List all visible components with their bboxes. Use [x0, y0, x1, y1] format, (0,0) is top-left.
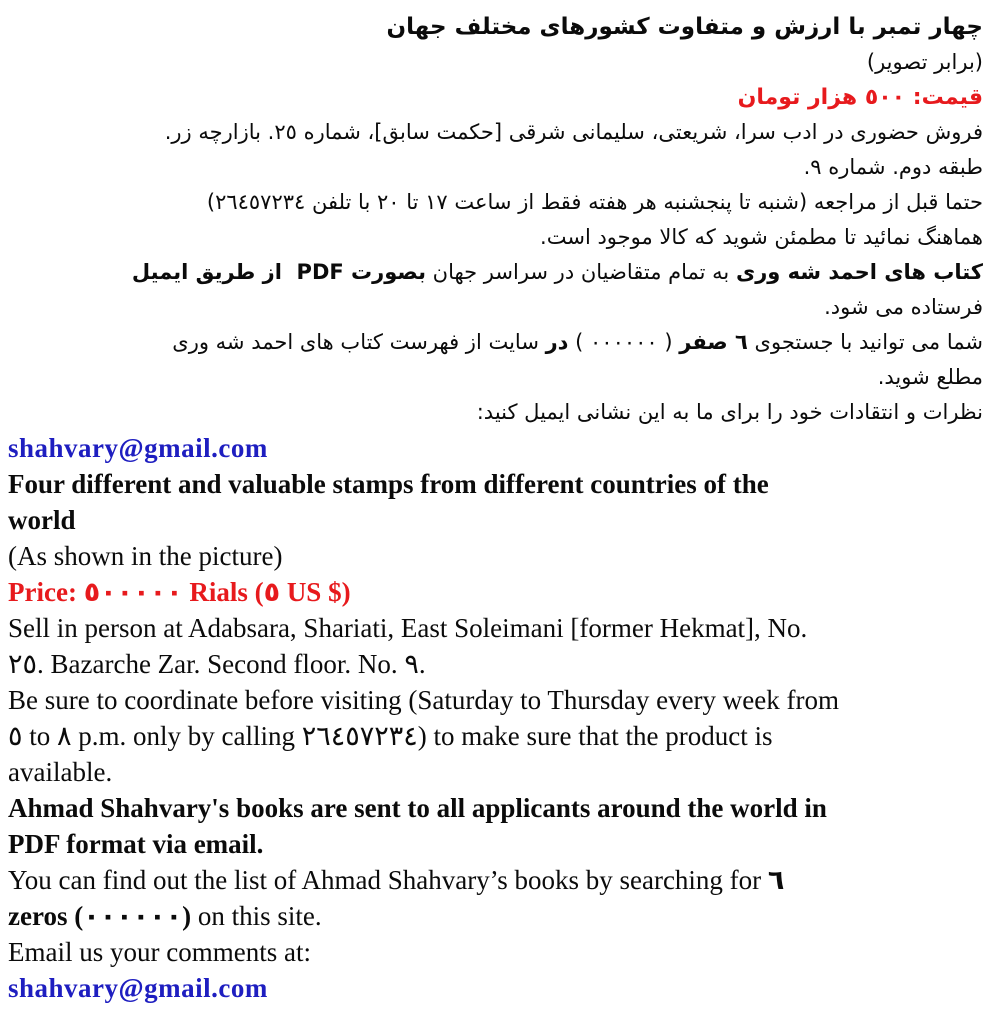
en-books-line-1: Ahmad Shahvary's books are sent to all applicants around the world in [8, 793, 827, 823]
email-link-bottom[interactable]: shahvary@gmail.com [8, 973, 268, 1003]
fa-visit-line-1: حتما قبل از مراجعه (شنبه تا پنجشنبه هر هفته فقط از ساعت ١٧ تا ٢٠ با تلفن ٢٦٤٥٧٢٣٤) [206, 190, 983, 214]
fa-feedback-note: نظرات و انتقادات خود را برای ما به این نشانی ایمیل کنید: [476, 400, 983, 424]
en-search-line-1 [8, 862, 983, 898]
fa-books-line-2: فرستاده می شود. [824, 295, 983, 319]
text-run: به تمام متقاضیان در سراسر جهان [425, 260, 736, 284]
text-run: در [545, 330, 569, 354]
en-search-line-2 [8, 898, 983, 934]
fa-address-line-2: طبقه دوم. شماره ٩. [803, 155, 983, 179]
en-visit-line-2: ٥ to ٨ p.m. only by calling ٢٦٤٥٧٢٣٤) to make sure that the product is [8, 721, 773, 751]
text-run: zeros (٠٠٠٠٠٠) [8, 901, 192, 931]
fa-price: قیمت: ٥٠٠ هزار تومان [737, 85, 983, 110]
text-run: on this site. [191, 901, 322, 931]
fa-title: چهار تمبر با ارزش و متفاوت کشورهای مختلف جهان [386, 14, 983, 40]
en-books-line-2: PDF format via email. [8, 829, 264, 859]
text-run: سایت از فهرست کتاب های احمد شه وری [172, 330, 546, 354]
text-run: ٦ صفر [679, 330, 748, 354]
fa-search-line-2: مطلع شوید. [877, 365, 983, 389]
text-run: ( ٠٠٠٠٠٠ ) [568, 330, 680, 354]
en-feedback-note: Email us your comments at: [8, 937, 311, 967]
email-link-top[interactable]: shahvary@gmail.com [8, 433, 268, 463]
en-title-line-1: Four different and valuable stamps from different countries of the [8, 469, 769, 499]
fa-visit-line-2: هماهنگ نمائید تا مطمئن شوید که کالا موجود است. [540, 225, 983, 249]
text-run: بصورت PDF از طریق ایمیل [131, 260, 426, 284]
en-visit-line-1: Be sure to coordinate before visiting (Saturday to Thursday every week from [8, 685, 840, 715]
text-run: You can find out the list of Ahmad Shahvary’s books by searching for [8, 865, 768, 895]
text-run: ٦ [767, 865, 785, 895]
fa-books-line-1 [8, 255, 983, 290]
en-title-line-2: world [8, 505, 76, 535]
en-address-line-2: ٢٥. Bazarche Zar. Second floor. No. ٩. [8, 649, 426, 679]
text-run: شما می توانید با جستجوی [747, 330, 983, 354]
text-run: کتاب های احمد شه وری [735, 260, 983, 284]
en-visit-line-3: available. [8, 757, 113, 787]
en-price: Price: ٥٠٠٠٠٠ Rials (٥ US $) [8, 577, 351, 607]
fa-search-line-1 [8, 325, 983, 360]
fa-address-line-1: فروش حضوری در ادب سرا، شریعتی، سلیمانی شرقی [حکمت سابق]، شماره ٢٥. بازارچه زر. [164, 120, 983, 144]
en-address-line-1: Sell in person at Adabsara, Shariati, East Soleimani [former Hekmat], No. [8, 613, 808, 643]
fa-picture-note: (برابر تصویر) [866, 50, 983, 74]
en-picture-note: (As shown in the picture) [8, 541, 283, 571]
